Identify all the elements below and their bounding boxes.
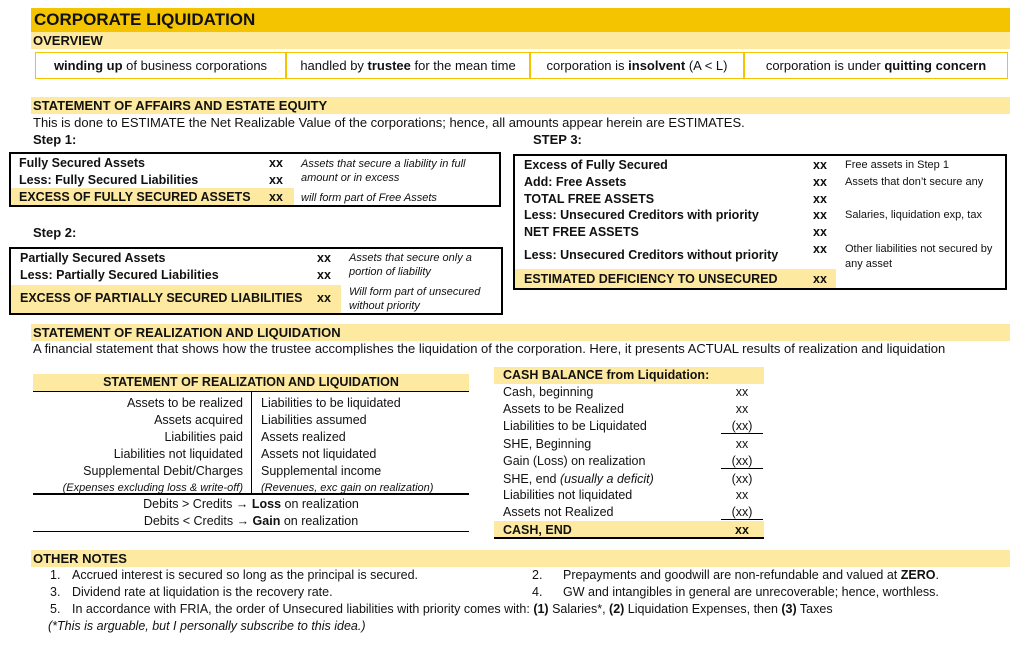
amount: xx <box>269 156 283 170</box>
step3-label: STEP 3: <box>533 132 582 147</box>
amount: xx <box>317 268 331 282</box>
cash-end-value: xx <box>735 523 749 537</box>
srl-right-item: (Revenues, exc gain on realization) <box>261 482 434 494</box>
step3-row: ESTIMATED DEFICIENCY TO UNSECURED <box>524 272 778 286</box>
srl-right-item: Supplemental income <box>261 464 382 478</box>
step3-box <box>513 154 1007 290</box>
step3-note: Free assets in Step 1 <box>845 159 949 171</box>
srl-t-bottom2 <box>33 531 469 532</box>
cash-row-label: SHE, end (usually a deficit) <box>503 472 654 486</box>
cash-row-value: (xx) <box>731 472 753 486</box>
amount: xx <box>813 272 827 286</box>
note-1-num: 1. <box>50 568 61 582</box>
cash-row-value: (xx) <box>721 505 763 520</box>
srl-right-item: Assets realized <box>261 430 346 444</box>
srl-left-item: (Expenses excluding loss & write-off) <box>62 482 243 494</box>
cash-row-value: xx <box>735 437 749 451</box>
amount: xx <box>813 175 827 189</box>
overview-box-winding-up: winding up of business corporations <box>35 52 286 79</box>
srl-left-item: Supplemental Debit/Charges <box>83 464 243 478</box>
soa-heading: STATEMENT OF AFFAIRS AND ESTATE EQUITY <box>33 98 328 113</box>
step1-note: will form part of Free Assets <box>301 192 437 204</box>
step1-row: EXCESS OF FULLY SECURED ASSETS <box>19 190 251 204</box>
step3-row: Add: Free Assets <box>524 175 627 189</box>
step3-note: Assets that don’t secure any <box>845 176 984 188</box>
srl-left-col <box>33 395 243 497</box>
cash-row-value: (xx) <box>721 454 763 469</box>
amount: xx <box>813 158 827 172</box>
step3-note: Other liabilities not secured by any asset <box>845 243 993 270</box>
cash-row-label: Liabilities not liquidated <box>503 488 633 502</box>
cash-row-value: xx <box>735 488 749 502</box>
note-3-num: 3. <box>50 585 61 599</box>
srl-gain-line: Debits < Credits → Gain on realization <box>143 514 359 528</box>
cash-row-value: xx <box>735 385 749 399</box>
amount: xx <box>813 208 827 222</box>
step3-row: Less: Unsecured Creditors with priority <box>524 208 759 222</box>
step2-note: Assets that secure only a portion of liability <box>349 252 472 278</box>
step2-box <box>9 247 503 315</box>
soa-heading-bar <box>31 97 1010 114</box>
note-1: Accrued interest is secured so long as the principal is secured. <box>72 568 419 582</box>
cash-row-label: Assets to be Realized <box>503 402 624 416</box>
step2-row: EXCESS OF PARTIALLY SECURED LIABILITIES <box>20 291 303 305</box>
step3-row: NET FREE ASSETS <box>524 225 639 239</box>
srl-description: A financial statement that shows how the trustee accomplishes the liquidation of the corporation. Here, it presents ACTUAL results of realization and liquidation <box>33 341 946 356</box>
step3-row: TOTAL FREE ASSETS <box>524 192 655 206</box>
srl-table-title: STATEMENT OF REALIZATION AND LIQUIDATION <box>103 375 399 389</box>
note-3: Dividend rate at liquidation is the recovery rate. <box>72 585 333 599</box>
srl-left-item: Liabilities not liquidated <box>113 447 243 461</box>
step3-note: Salaries, liquidation exp, tax <box>845 209 982 221</box>
srl-right-col <box>261 395 471 497</box>
srl-heading-bar <box>31 324 1010 341</box>
cash-title-bar <box>494 367 764 384</box>
overview-box-insolvent: corporation is insolvent (A < L) <box>530 52 744 79</box>
amount: xx <box>317 251 331 265</box>
note-2: Prepayments and goodwill are non-refundable and valued at ZERO. <box>563 568 939 582</box>
notes-heading-bar <box>31 550 1010 567</box>
amount: xx <box>813 225 827 239</box>
title-bar <box>31 8 1010 32</box>
srl-right-item: Liabilities assumed <box>261 413 367 427</box>
amount: xx <box>317 291 331 305</box>
step2-label: Step 2: <box>33 225 77 240</box>
srl-heading: STATEMENT OF REALIZATION AND LIQUIDATION <box>33 325 341 340</box>
cash-end-label: CASH, END <box>503 523 572 537</box>
step2-row: Less: Partially Secured Liabilities <box>20 268 219 282</box>
step2-row: Partially Secured Assets <box>20 251 166 265</box>
note-2-num: 2. <box>532 568 543 582</box>
srl-left-item: Assets to be realized <box>126 396 243 410</box>
overview-heading-bar <box>31 32 1010 49</box>
amount: xx <box>269 173 283 187</box>
cash-row-label: Assets not Realized <box>503 505 614 519</box>
cash-row-label: Liabilities to be Liquidated <box>503 419 647 433</box>
amount: xx <box>813 192 827 206</box>
cash-row-value: (xx) <box>721 419 763 434</box>
overview-heading: OVERVIEW <box>33 33 103 48</box>
step2-note: Will form part of unsecured without priority <box>349 286 481 312</box>
step1-row: Less: Fully Secured Liabilities <box>19 173 199 187</box>
overview-box-quitting: corporation is under quitting concern <box>744 52 1008 79</box>
step1-label: Step 1: <box>33 132 77 147</box>
cash-row-label: Cash, beginning <box>503 385 594 399</box>
step3-row: Excess of Fully Secured <box>524 158 668 172</box>
cash-row-value: xx <box>735 402 749 416</box>
srl-t-divider <box>251 392 252 493</box>
page-title: CORPORATE LIQUIDATION <box>34 10 256 29</box>
cash-row-label: SHE, Beginning <box>503 437 592 451</box>
cash-row-label: Gain (Loss) on realization <box>503 454 646 468</box>
srl-right-item: Liabilities to be liquidated <box>261 396 401 410</box>
srl-loss-line: Debits > Credits → Loss on realization <box>143 497 359 511</box>
note-5: In accordance with FRIA, the order of Unsecured liabilities with priority comes with: (1) Salaries*, (2) Liquidation Expenses, then (3) Taxes <box>72 602 833 616</box>
note-5-num: 5. <box>50 602 61 616</box>
note-4: GW and intangibles in general are unrecoverable; hence, worthless. <box>563 585 939 599</box>
notes-heading: OTHER NOTES <box>33 551 127 566</box>
cash-title: CASH BALANCE from Liquidation: <box>503 368 710 382</box>
srl-left-item: Assets acquired <box>154 413 243 427</box>
srl-table-title-bar <box>33 374 469 392</box>
step1-box <box>9 152 501 207</box>
note-4-num: 4. <box>532 585 543 599</box>
overview-box-trustee: handled by trustee for the mean time <box>286 52 530 79</box>
amount: xx <box>269 190 283 204</box>
srl-right-item: Assets not liquidated <box>261 447 377 461</box>
notes-footnote: (*This is arguable, but I personally subscribe to this idea.) <box>48 619 366 633</box>
step3-row: Less: Unsecured Creditors without priority <box>524 248 779 262</box>
soa-description: This is done to ESTIMATE the Net Realizable Value of the corporations; hence, all amounts appear herein are ESTIMATES. <box>33 115 745 130</box>
step1-row: Fully Secured Assets <box>19 156 145 170</box>
amount: xx <box>813 242 827 256</box>
step1-note: Assets that secure a liability in full amount or in excess <box>301 158 466 184</box>
srl-left-item: Liabilities paid <box>164 430 243 444</box>
